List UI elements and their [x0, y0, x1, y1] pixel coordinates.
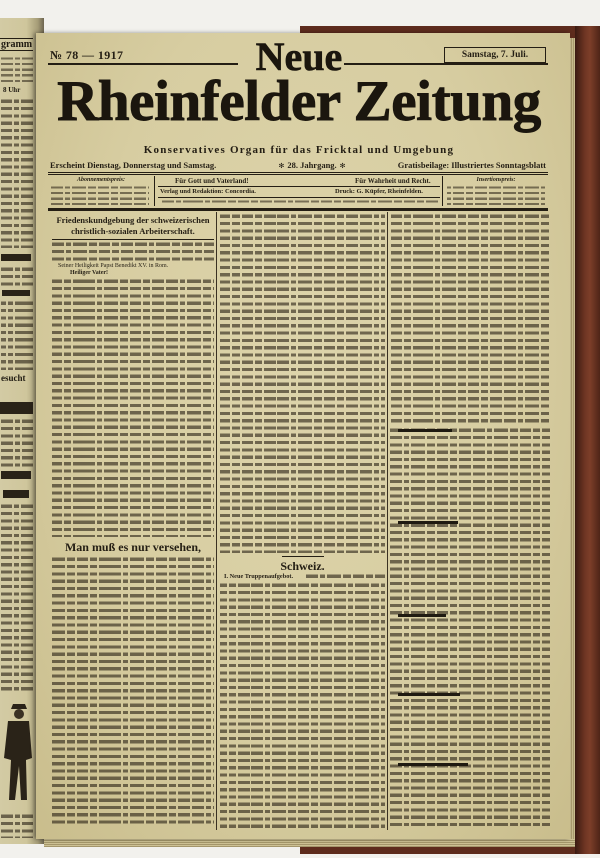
- illegible-text-block: [390, 213, 550, 425]
- bold-run-in-illegible: [398, 693, 460, 696]
- divider: [282, 556, 324, 557]
- illegible-text-block: [1, 98, 33, 248]
- publisher-line: Verlag und Redaktion: Concordia.: [160, 188, 256, 195]
- previous-page-fragment: 8 Uhr: [3, 86, 21, 94]
- info-band: [158, 176, 440, 206]
- illegible-text-block: [306, 573, 385, 580]
- page-stack-bottom-edge: [44, 839, 575, 847]
- article-headline: [52, 215, 214, 240]
- divider: [158, 197, 440, 198]
- illegible-text-block: [220, 213, 385, 553]
- bold-run-in-illegible: [398, 521, 458, 524]
- illegible-text-block: [1, 266, 33, 286]
- illegible-text-block: [447, 185, 545, 205]
- previous-page-fragment: esucht: [1, 373, 26, 383]
- issue-number: № 78 — 1917: [50, 48, 124, 62]
- article-headline-2: Man muß es nur versehen,: [64, 540, 202, 554]
- masthead-title: Rheinfelder Zeitung: [57, 70, 541, 133]
- telegram-salutation: Heiliger Vater!: [70, 270, 109, 277]
- headline-line: Friedenskundgebung der schweizerischen: [56, 215, 210, 225]
- illegible-text-block: [390, 427, 550, 828]
- headline-line: christlich-sozialen Arbeiterschaft.: [71, 226, 195, 236]
- ad-heading-bar: [1, 471, 31, 479]
- subscription-heading: Abonnementspreis:: [76, 177, 125, 183]
- illegible-text-block: [1, 56, 33, 84]
- illegible-text-block: [1, 813, 33, 838]
- illegible-text-block: [160, 199, 438, 205]
- newspaper-page: [36, 33, 570, 839]
- ornament-icon: [275, 160, 287, 170]
- illegible-text-block: [1, 300, 33, 370]
- book-spine: [575, 26, 600, 854]
- ad-heading-bar: [1, 254, 31, 261]
- motto-left: Für Gott und Vaterland!: [175, 177, 249, 185]
- supplement-note: Gratisbeilage: Illustriertes Sonntagsblatt: [397, 160, 546, 170]
- volume-label: 28. Jahrgang.: [287, 160, 337, 170]
- illegible-text-block: [220, 582, 385, 828]
- issue-date: Samstag, 7. Juli.: [444, 47, 546, 63]
- bold-run-in-illegible: [398, 763, 468, 766]
- divider: [158, 186, 440, 187]
- masthead-tagline: Konservatives Organ für das Fricktal und Umgebung: [143, 144, 455, 156]
- ad-heading-bar: [3, 490, 29, 498]
- column-divider: [216, 212, 217, 830]
- previous-page-fragment: gramm: [1, 39, 33, 50]
- illegible-text-block: [1, 418, 33, 468]
- illegible-text-block: [52, 556, 214, 828]
- publication-schedule: Erscheint Dienstag, Donnerstag und Samstag.: [50, 160, 217, 170]
- illegible-text-block: [52, 278, 214, 537]
- ornament-icon: [337, 160, 349, 170]
- illegible-text-block: [1, 503, 33, 693]
- ad-heading-bar: [2, 290, 30, 296]
- motto-right: Für Wahrheit und Recht.: [355, 177, 431, 185]
- illegible-text-block: [52, 241, 214, 263]
- ad-heading-bar: [0, 402, 33, 414]
- printer-line: Druck: G. Küpfer, Rheinfelden.: [335, 188, 423, 195]
- insertion-price-box: [442, 176, 549, 206]
- bold-run-in-illegible: [398, 429, 452, 432]
- illustration-figure: [0, 698, 34, 808]
- article-lead-in: I. Neue Truppenaufgebot.: [224, 573, 294, 580]
- insertion-heading: Insertionspreis:: [476, 177, 516, 183]
- header-divider: [48, 208, 548, 211]
- double-divider: [48, 172, 548, 175]
- telegram-address: Seiner Heiligkeit Papst Benedikt XV. in Rom.: [58, 263, 169, 269]
- subscription-price-box: [48, 176, 155, 206]
- masthead-title-top: Neue: [255, 34, 343, 79]
- illegible-text-block: [51, 185, 149, 205]
- column-divider: [387, 212, 388, 830]
- section-heading: Schweiz.: [280, 559, 325, 573]
- bold-run-in-illegible: [398, 614, 446, 617]
